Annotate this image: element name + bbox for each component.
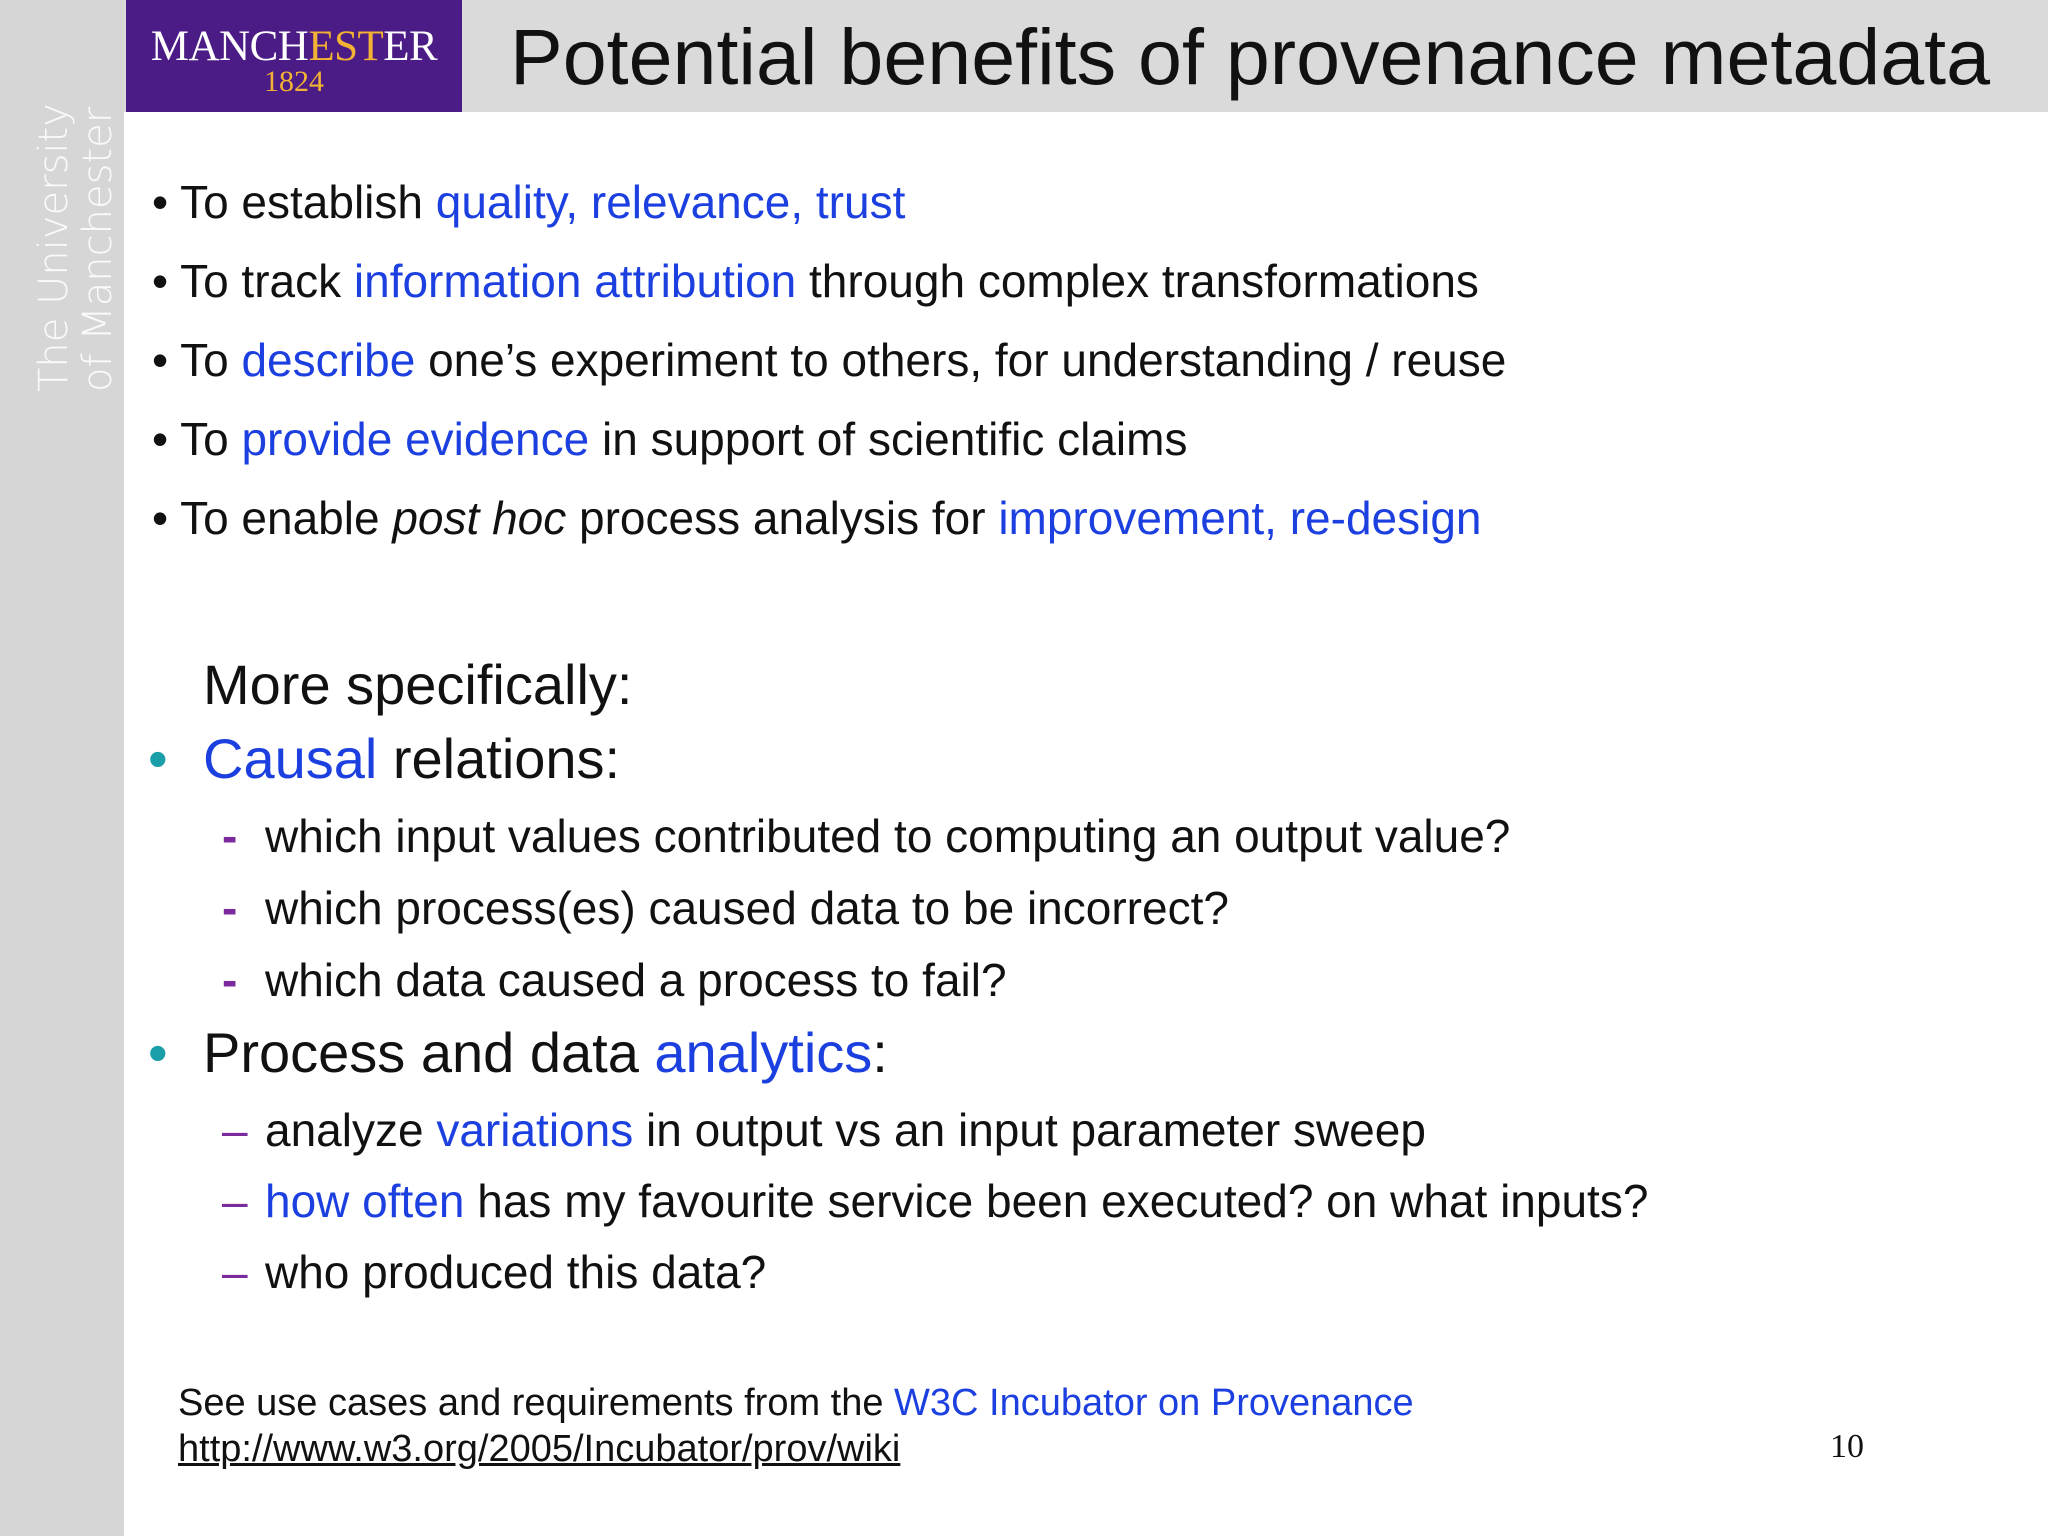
page-number: 10 [1830, 1428, 1864, 1465]
more-specifically-heading: More specifically: [203, 653, 633, 716]
benefit-item: • To enable post hoc process analysis for improvement, re-design [152, 492, 1482, 544]
analytics-item: – analyze variations in output vs an input parameter sweep [222, 1104, 1426, 1156]
footer-text: See use cases and requirements from the W3C Incubator on Provenance [178, 1382, 1414, 1424]
causal-item: - which process(es) caused data to be incorrect? [222, 882, 1229, 934]
sidebar [0, 0, 124, 1536]
provenance-wiki-link[interactable]: http://www.w3.org/2005/Incubator/prov/wiki [178, 1428, 901, 1470]
causal-relations-heading: • Causal relations: [148, 727, 621, 790]
analytics-heading: • Process and data analytics: [148, 1021, 888, 1084]
benefit-item: • To establish quality, relevance, trust [152, 176, 906, 228]
causal-item: - which input values contributed to computing an output value? [222, 810, 1511, 862]
wordmark-line-1: The University [31, 103, 77, 392]
benefit-item: • To provide evidence in support of scientific claims [152, 413, 1188, 465]
benefit-item: • To track information attribution through complex transformations [152, 255, 1479, 307]
slide-title: Potential benefits of provenance metadata [510, 12, 1991, 101]
benefits-list [152, 176, 1506, 571]
logo-year: 1824 [264, 65, 324, 98]
analytics-item: – who produced this data? [222, 1246, 767, 1298]
wordmark-line-2: of Manchester [75, 106, 121, 392]
w3c-incubator-label: W3C Incubator on Provenance [894, 1382, 1414, 1424]
logo-name: MANCHESTER [150, 23, 438, 70]
manchester-logo [126, 0, 462, 112]
footer-note [178, 1380, 1414, 1472]
benefit-item: • To describe one’s experiment to others, for understanding / reuse [152, 334, 1507, 386]
causal-item: - which data caused a process to fail? [222, 954, 1007, 1006]
analytics-item: – how often has my favourite service been executed? on what inputs? [222, 1175, 1649, 1227]
university-wordmark [32, 103, 120, 392]
